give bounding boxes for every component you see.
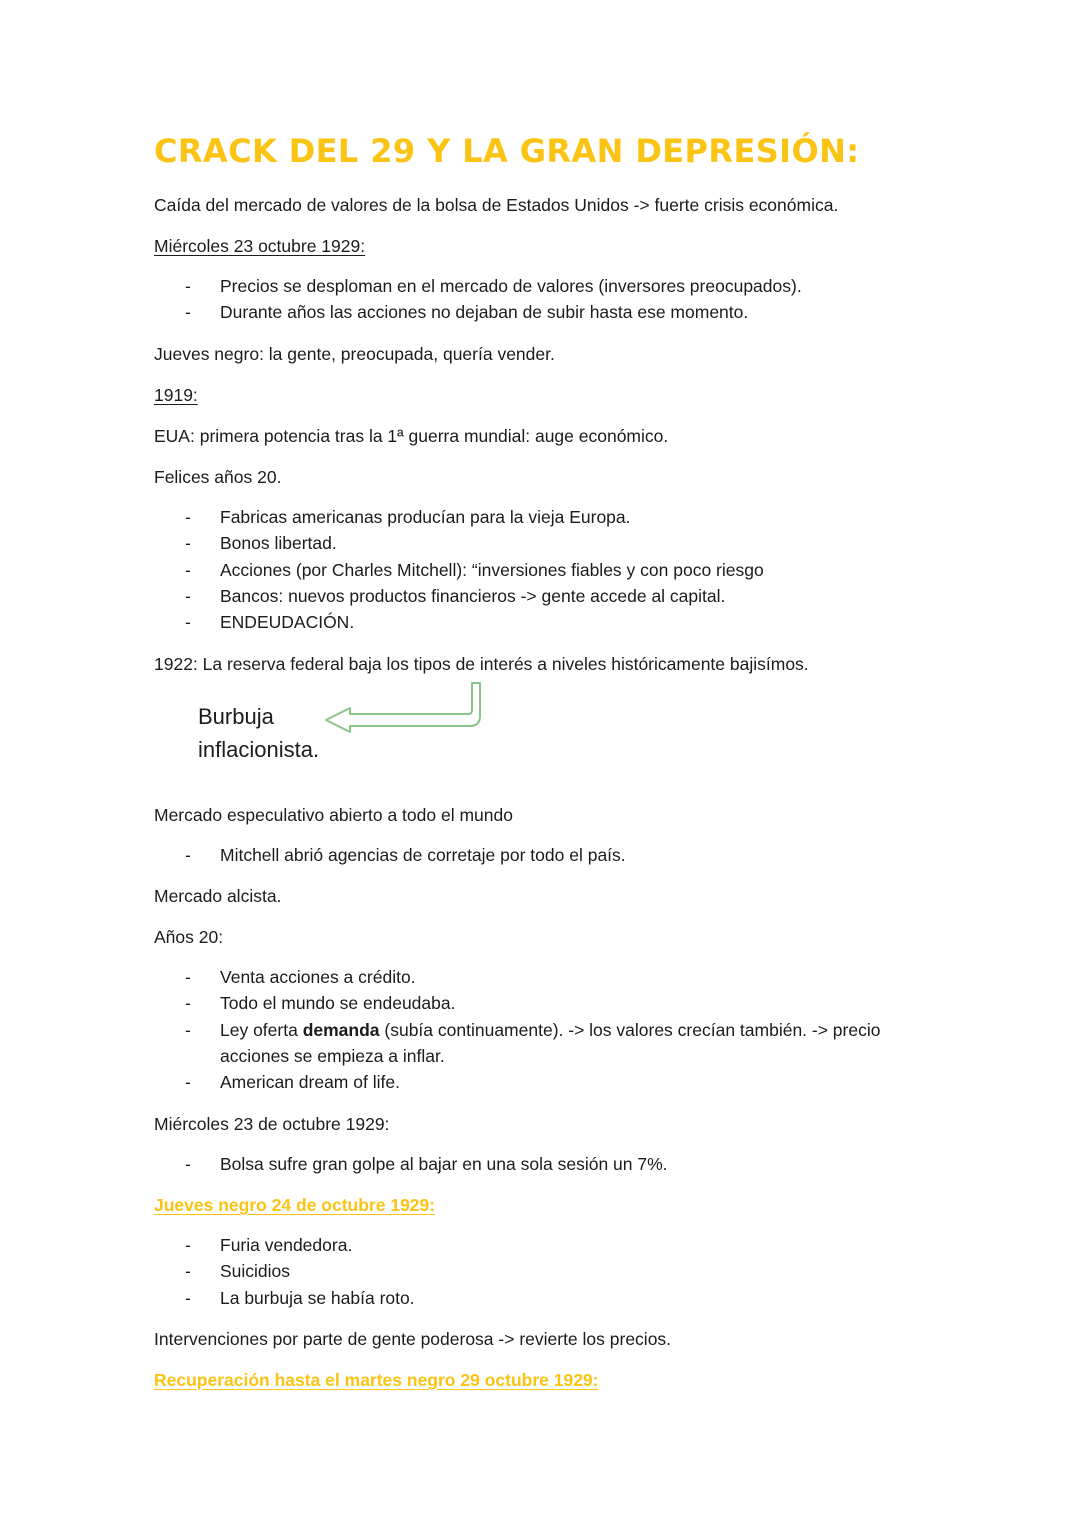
list-item: - Acciones (por Charles Mitchell): “inversiones fiables y con poco riesgo xyxy=(185,559,764,580)
section-heading-1919: 1919: xyxy=(154,385,198,405)
list-item: - Mitchell abrió agencias de corretaje por todo el país. xyxy=(185,845,626,865)
mercado-alcista-text: Mercado alcista. xyxy=(154,886,282,906)
list-item: - American dream of life. xyxy=(185,1072,400,1093)
anos20-heading: Años 20: xyxy=(154,927,224,947)
burbuja-label: Burbuja inflacionista. xyxy=(198,704,320,762)
list-item: - Todo el mundo se endeudaba. xyxy=(185,993,456,1014)
bullet-list-1919 xyxy=(185,504,764,635)
page-title: CRACK DEL 29 Y LA GRAN DEPRESIÓN: xyxy=(154,132,860,170)
bullet-list-jueves24 xyxy=(185,1232,415,1311)
eua-text: EUA: primera potencia tras la 1ª guerra mundial: auge económico. xyxy=(154,426,669,446)
list-item: - Durante años las acciones no dejaban de subir hasta ese momento. xyxy=(185,302,749,323)
jueves-negro-text: Jueves negro: la gente, preocupada, quería vender. xyxy=(154,344,555,364)
list-item: - La burbuja se había roto. xyxy=(185,1287,415,1308)
felices-anos-text: Felices años 20. xyxy=(154,467,282,487)
bullet-list-miercoles2 xyxy=(185,1151,668,1177)
list-item: - Fabricas americanas producían para la vieja Europa. xyxy=(185,507,631,527)
bullet-list-especulativo xyxy=(185,842,626,868)
bullet-list-miercoles xyxy=(185,273,802,326)
list-item: - Suicidios xyxy=(185,1261,291,1282)
hook-left-arrow-icon xyxy=(322,680,487,735)
list-item: - Precios se desploman en el mercado de valores (inversores preocupados). xyxy=(185,276,802,296)
list-item: - Ley oferta demanda (subía continuamente). -> los valores crecían también. -> precio acciones se empieza a inflar. xyxy=(185,1019,881,1066)
section-heading-miercoles: Miércoles 23 octubre 1929: xyxy=(154,236,366,256)
miercoles2-heading: Miércoles 23 de octubre 1929: xyxy=(154,1114,390,1134)
jueves24-heading: Jueves negro 24 de octubre 1929: xyxy=(154,1195,436,1215)
bullet-list-anos20 xyxy=(185,964,920,1095)
list-item: - Venta acciones a crédito. xyxy=(185,967,416,987)
list-item: - Bonos libertad. xyxy=(185,533,337,554)
list-item: - ENDEUDACIÓN. xyxy=(185,612,355,633)
recuperacion-heading: Recuperación hasta el martes negro 29 octubre 1929: xyxy=(154,1370,599,1390)
text-1922: 1922: La reserva federal baja los tipos de interés a niveles históricamente bajisímos. xyxy=(154,654,809,674)
mercado-especulativo-text: Mercado especulativo abierto a todo el mundo xyxy=(154,805,513,825)
list-item: - Furia vendedora. xyxy=(185,1235,353,1255)
intro-text: Caída del mercado de valores de la bolsa de Estados Unidos -> fuerte crisis económica. xyxy=(154,195,839,215)
list-item: - Bancos: nuevos productos financieros -> gente accede al capital. xyxy=(185,585,726,606)
intervenciones-text: Intervenciones por parte de gente poderosa -> revierte los precios. xyxy=(154,1329,672,1349)
list-item: - Bolsa sufre gran golpe al bajar en una sola sesión un 7%. xyxy=(185,1154,668,1174)
